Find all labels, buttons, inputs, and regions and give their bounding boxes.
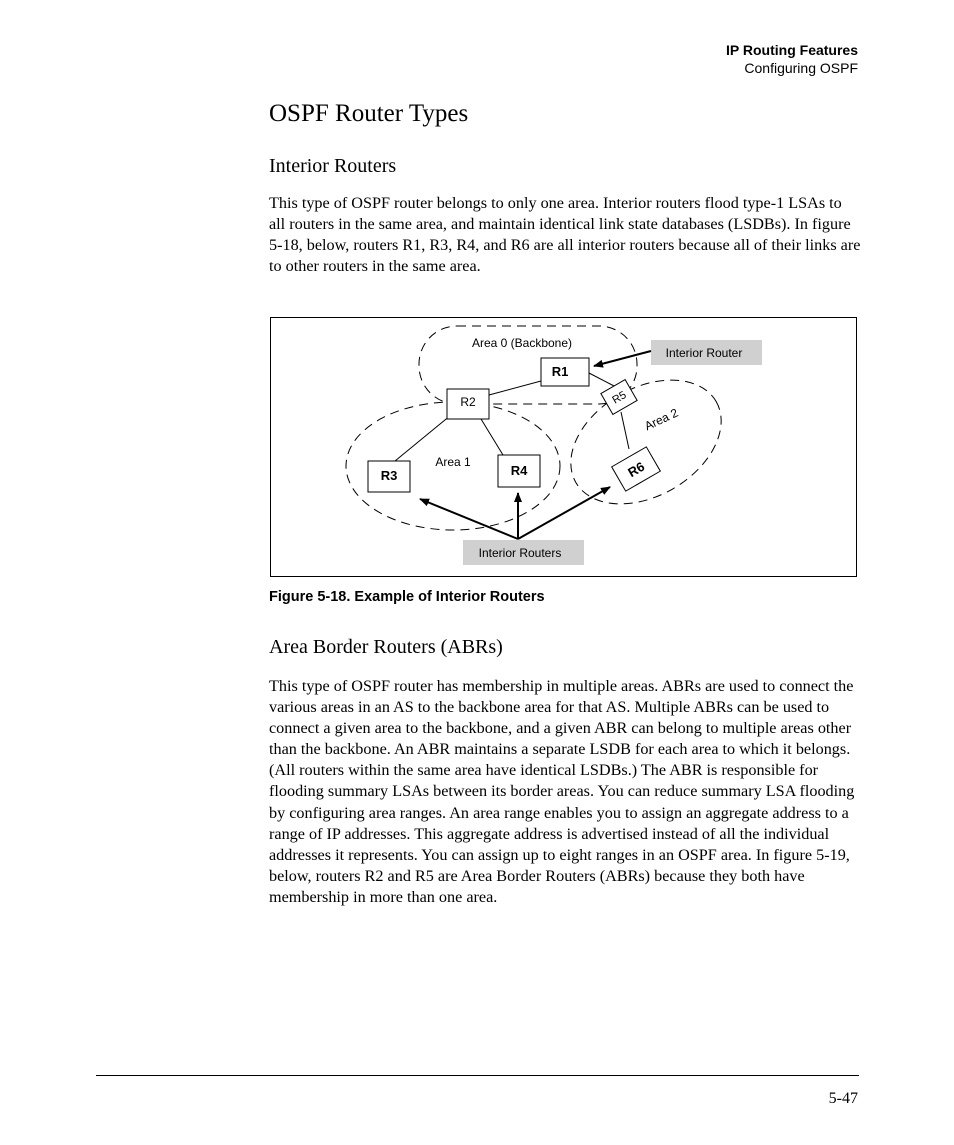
router-r2: [447, 389, 489, 419]
page-title: OSPF Router Types: [269, 100, 469, 127]
abr-paragraph: This type of OSPF router has membership in multiple areas. ABRs are used to connect the various areas in an AS to the backbone area for that AS. Multiple ABRs can be used to connect a given area to the backbone, and a given ABR can belong to multiple areas other than the backbone. An ABR maintains a separate LSDB for each area to which it belongs. (All routers within the same area have identical LSDBs.) The ABR is responsible for flooding summary LSAs between its border areas. You can reduce summary LSA flooding by configuring area ranges. An area range enables you to assign an aggregate address to a range of IP addresses. This aggregate address is advertised instead of all the individual addresses it represents. You can assign up to eight ranges in an OSPF area. In figure 5-19, below, routers R2 and R5 are Area Border Routers (ABRs) because they both have membership in more than one area.: [269, 677, 855, 906]
arrow-to-r1: [594, 351, 651, 366]
area1-label: Area 1: [435, 455, 471, 469]
link-r2-r4: [481, 419, 503, 455]
abr-heading: Area Border Routers (ABRs): [269, 636, 503, 658]
header-subsection: Configuring OSPF: [744, 60, 858, 76]
footer-rule: [96, 1075, 859, 1076]
page-number: 5-47: [828, 1090, 858, 1107]
arrow-to-r3: [420, 499, 518, 539]
router-r3-label: R3: [380, 468, 398, 483]
link-r5-r6: [621, 412, 629, 449]
router-r2-label: R2: [460, 395, 476, 409]
router-r5: [601, 380, 637, 415]
arrow-to-r6: [518, 487, 610, 539]
network-diagram: [271, 318, 858, 578]
area2-label: Area 2: [642, 405, 681, 434]
figure-caption: Figure 5-18. Example of Interior Routers: [269, 589, 545, 605]
running-header: [726, 41, 858, 77]
router-r6-label: R6: [625, 458, 648, 481]
interior-heading: Interior Routers: [269, 155, 397, 177]
router-r4: [498, 455, 540, 487]
link-r1-r5: [589, 373, 616, 387]
link-r2-r1: [489, 381, 541, 395]
callout-interior-router: Interior Router: [665, 346, 743, 360]
router-r6: [612, 447, 661, 491]
router-r1-label: R1: [551, 364, 569, 379]
router-r1: [541, 358, 589, 386]
area0-label: Area 0 (Backbone): [471, 336, 573, 350]
interior-paragraph: This type of OSPF router belongs to only one area. Interior routers flood type-1 LSAs to all routers in the same area, and maintain identical link state databases (LSDBs). In figure 5-18, below, routers R1, R3, R4, and R6 are all interior routers because all of their links are to other routers in the same area.: [269, 194, 861, 276]
figure-interior-routers: [270, 317, 857, 577]
callout-interior-routers: Interior Routers: [478, 546, 562, 560]
router-r3: [368, 461, 410, 492]
router-r4-label: R4: [510, 463, 528, 478]
header-section: IP Routing Features: [726, 42, 858, 58]
router-r5-label: R5: [610, 389, 629, 407]
